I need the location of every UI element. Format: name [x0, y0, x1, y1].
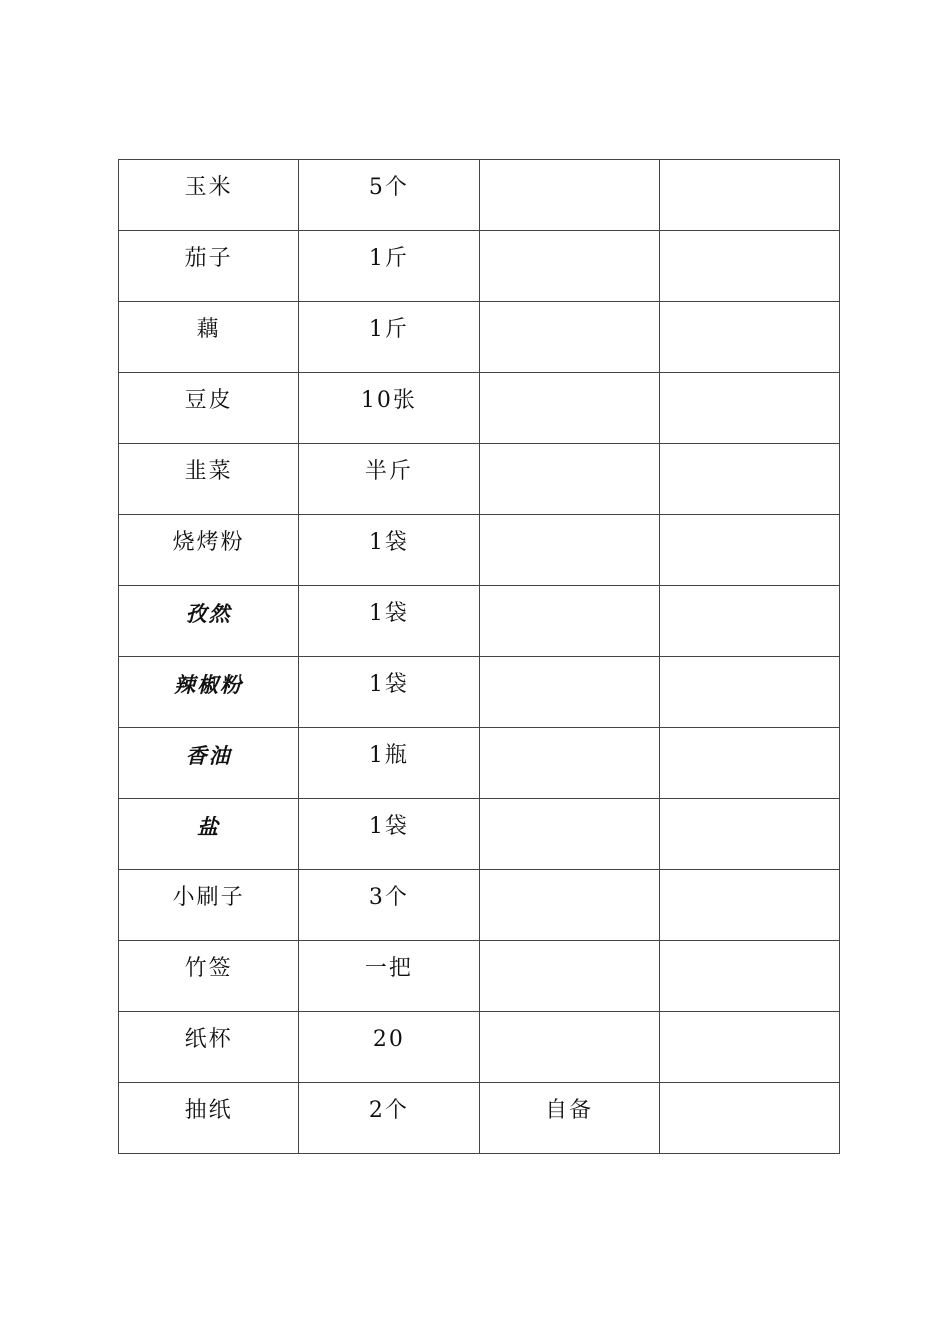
table-row [119, 586, 840, 657]
quantity-cell: 10张 [299, 373, 479, 444]
extra-cell [659, 657, 839, 728]
table-row [119, 302, 840, 373]
note-cell [479, 515, 659, 586]
table-row [119, 799, 840, 870]
note-cell [479, 941, 659, 1012]
table-row [119, 657, 840, 728]
quantity-cell: 2个 [299, 1083, 479, 1154]
extra-cell [659, 302, 839, 373]
table-row [119, 728, 840, 799]
note-cell: 自备 [479, 1083, 659, 1154]
note-cell [479, 728, 659, 799]
note-cell [479, 657, 659, 728]
note-cell [479, 586, 659, 657]
quantity-cell: 1袋 [299, 586, 479, 657]
quantity-cell: 一把 [299, 941, 479, 1012]
table-row [119, 1083, 840, 1154]
table-row [119, 941, 840, 1012]
table-row [119, 515, 840, 586]
item-cell: 抽纸 [119, 1083, 299, 1154]
note-cell [479, 799, 659, 870]
extra-cell [659, 515, 839, 586]
note-cell [479, 231, 659, 302]
extra-cell [659, 160, 839, 231]
note-cell [479, 160, 659, 231]
note-cell [479, 444, 659, 515]
extra-cell [659, 728, 839, 799]
quantity-cell: 1斤 [299, 231, 479, 302]
table-row [119, 1012, 840, 1083]
note-cell [479, 870, 659, 941]
item-cell: 烧烤粉 [119, 515, 299, 586]
table-row [119, 373, 840, 444]
extra-cell [659, 586, 839, 657]
extra-cell [659, 1083, 839, 1154]
item-cell: 香油 [119, 728, 299, 799]
item-cell: 小刷子 [119, 870, 299, 941]
item-cell: 纸杯 [119, 1012, 299, 1083]
extra-cell [659, 373, 839, 444]
note-cell [479, 302, 659, 373]
extra-cell [659, 799, 839, 870]
table-row [119, 870, 840, 941]
item-cell: 孜然 [119, 586, 299, 657]
table-row [119, 444, 840, 515]
item-cell: 盐 [119, 799, 299, 870]
item-cell: 茄子 [119, 231, 299, 302]
item-cell: 藕 [119, 302, 299, 373]
extra-cell [659, 941, 839, 1012]
note-cell [479, 373, 659, 444]
quantity-cell: 1斤 [299, 302, 479, 373]
quantity-cell: 20 [299, 1012, 479, 1083]
item-cell: 辣椒粉 [119, 657, 299, 728]
extra-cell [659, 870, 839, 941]
quantity-cell: 半斤 [299, 444, 479, 515]
item-cell: 玉米 [119, 160, 299, 231]
extra-cell [659, 231, 839, 302]
quantity-cell: 1瓶 [299, 728, 479, 799]
quantity-cell: 3个 [299, 870, 479, 941]
item-cell: 豆皮 [119, 373, 299, 444]
extra-cell [659, 1012, 839, 1083]
supplies-table [118, 159, 840, 1154]
table-row [119, 231, 840, 302]
quantity-cell: 1袋 [299, 515, 479, 586]
quantity-cell: 5个 [299, 160, 479, 231]
quantity-cell: 1袋 [299, 657, 479, 728]
table-row [119, 160, 840, 231]
item-cell: 韭菜 [119, 444, 299, 515]
item-cell: 竹签 [119, 941, 299, 1012]
extra-cell [659, 444, 839, 515]
note-cell [479, 1012, 659, 1083]
quantity-cell: 1袋 [299, 799, 479, 870]
